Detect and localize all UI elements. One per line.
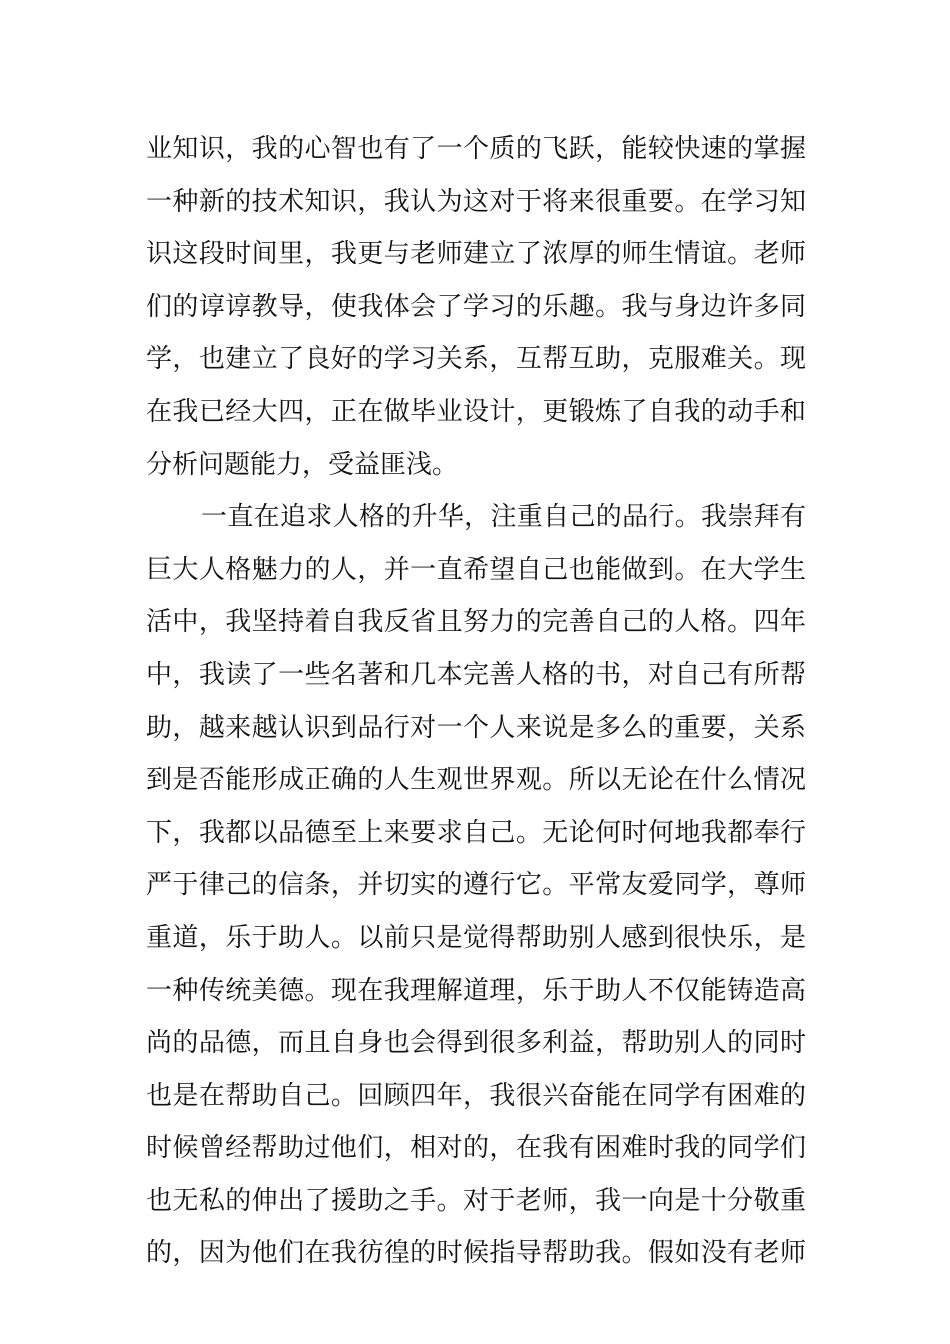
paragraph-line: 时候曾经帮助过他们，相对的，在我有困难时我的同学们 [146,1133,806,1164]
paragraph-line: 助，越来越认识到品行对一个人来说是多么的重要，关系 [146,712,806,743]
paragraph-line: 到是否能形成正确的人生观世界观。所以无论在什么情况 [146,765,806,796]
paragraph-line: 一种新的技术知识，我认为这对于将来很重要。在学习知 [146,186,806,217]
paragraph-line: 重道，乐于助人。以前只是觉得帮助别人感到很快乐，是 [146,922,806,953]
paragraph-1 [146,123,806,491]
document-body [146,123,806,1280]
paragraph-line: 活中，我坚持着自我反省且努力的完善自己的人格。四年 [146,607,806,638]
paragraph-line: 的，因为他们在我彷徨的时候指导帮助我。假如没有老师 [146,1238,806,1269]
paragraph-line: 一种传统美德。现在我理解道理，乐于助人不仅能铸造高 [146,975,806,1006]
paragraph-line: 尚的品德，而且自身也会得到很多利益，帮助别人的同时 [146,1028,806,1059]
paragraph-line: 中，我读了一些名著和几本完善人格的书，对自己有所帮 [146,659,806,690]
paragraph-line: 们的谆谆教导，使我体会了学习的乐趣。我与身边许多同 [146,291,806,322]
paragraph-line: 巨大人格魅力的人，并一直希望自己也能做到。在大学生 [146,554,806,585]
paragraph-line: 一直在追求人格的升华，注重自己的品行。我崇拜有 [201,502,806,533]
paragraph-line: 在我已经大四，正在做毕业设计，更锻炼了自我的动手和 [146,396,806,427]
paragraph-line: 识这段时间里，我更与老师建立了浓厚的师生情谊。老师 [146,239,806,270]
paragraph-line: 严于律己的信条，并切实的遵行它。平常友爱同学，尊师 [146,870,806,901]
paragraph-line: 学，也建立了良好的学习关系，互帮互助，克服难关。现 [146,344,806,375]
paragraph-line: 业知识，我的心智也有了一个质的飞跃，能较快速的掌握 [146,134,806,164]
paragraph-line: 分析问题能力，受益匪浅。 [146,449,459,480]
paragraph-2 [146,491,806,1280]
paragraph-line: 下，我都以品德至上来要求自己。无论何时何地我都奉行 [146,817,806,848]
paragraph-line: 也无私的伸出了援助之手。对于老师，我一向是十分敬重 [146,1185,806,1216]
paragraph-line: 也是在帮助自己。回顾四年，我很兴奋能在同学有困难的 [146,1080,806,1111]
